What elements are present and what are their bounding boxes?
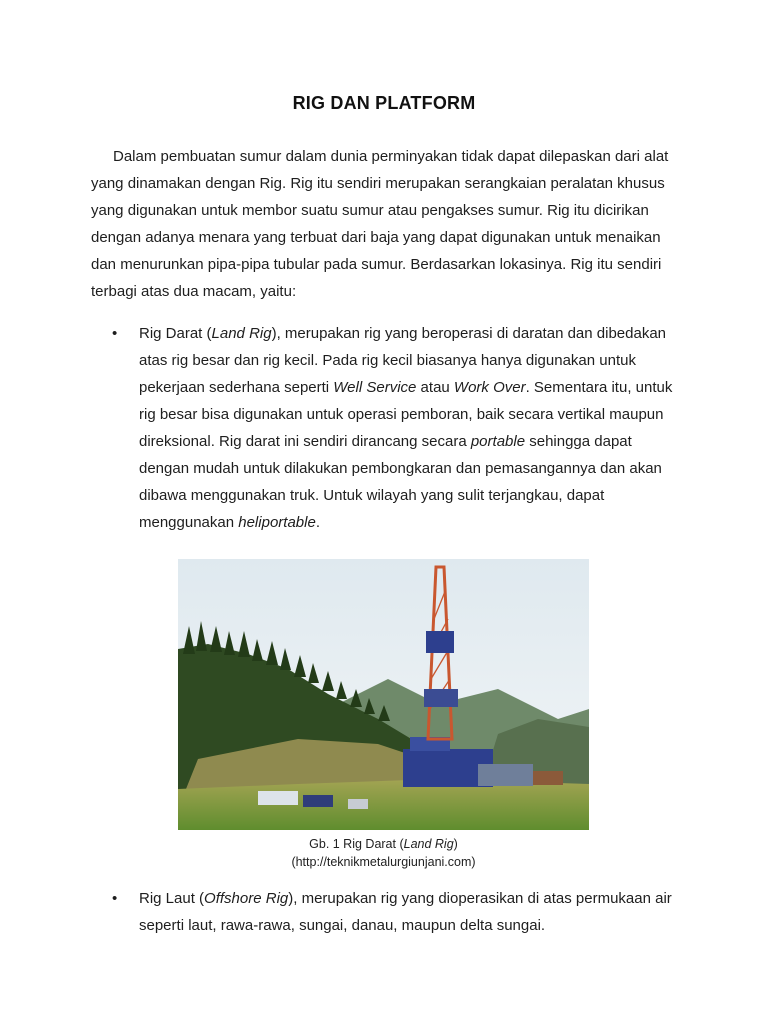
offshore-lead: Rig Laut ( [139, 890, 205, 907]
land-part-5: . [315, 514, 320, 531]
bullet-land-rig [112, 320, 682, 540]
caption-term: Land Rig [403, 837, 454, 851]
intro-sentence-2: Rig itu sendiri merupakan serangkaian peralatan khusus yang digunakan untuk membor suatu sumur atau pengakses sumur. [91, 175, 665, 219]
caption-lead: Gb. 1 Rig Darat ( [309, 837, 404, 851]
intro-sentence-3: Rig itu dicirikan dengan adanya menara yang terbuat dari baja yang dapat digunakan untuk menaikan dan menurunkan pipa-pipa tubular pada sumur. [91, 202, 661, 273]
bullet-marker: • [112, 890, 118, 907]
land-part-2: atau [416, 379, 454, 396]
term-well-service: Well Service [333, 379, 417, 396]
figure-caption [178, 835, 589, 871]
land-part-3: . Sementara itu, untuk rig besar bisa digunakan untuk operasi pemboran, baik secara vertikal maupun direksional. Rig darat ini sendiri dirancang secara [139, 379, 673, 450]
caption-title [178, 835, 589, 853]
term-portable: portable [470, 433, 526, 450]
land-part-1: ), merupakan rig yang beroperasi di daratan dan dibedakan atas rig besar dan rig kecil. Pada rig kecil biasanya hanya digunakan untuk pekerjaan sederhana seperti [139, 325, 667, 396]
bullet-offshore-rig-text [139, 885, 682, 939]
offshore-rest: ), merupakan rig yang dioperasikan di atas permukaan air seperti laut, rawa-rawa, sungai, danau, maupun delta sungai. [139, 890, 672, 934]
land-part-4: sehingga dapat dengan mudah untuk dilakukan pembongkaran dan pemasangannya dan akan dibawa menggunakan truk. Untuk wilayah yang sulit terjangkau, dapat menggunakan [139, 433, 662, 531]
intro-sentence-1: Dalam pembuatan sumur dalam dunia perminyakan tidak dapat dilepaskan dari alat yang dinamakan dengan Rig. [91, 148, 669, 192]
bullet-land-rig-text [139, 320, 682, 536]
intro-paragraph [91, 143, 681, 305]
term-work-over: Work Over [453, 379, 526, 396]
bullet-offshore-rig [112, 885, 682, 945]
caption-source: (http://teknikmetalurgiunjani.com) [291, 855, 476, 869]
page-title: RIG DAN PLATFORM [292, 93, 476, 113]
intro-sentence-4: Berdasarkan lokasinya. Rig itu sendiri terbagi atas dua macam, yaitu: [91, 256, 662, 300]
land-lead: Rig Darat ( [139, 325, 212, 342]
term-heliportable: heliportable [238, 514, 316, 531]
land-rig-photo [178, 559, 589, 830]
offshore-rig-term: Offshore Rig [204, 890, 289, 907]
caption-tail: ) [453, 837, 458, 851]
land-rig-term: Land Rig [211, 325, 272, 342]
bullet-marker: • [112, 325, 118, 342]
